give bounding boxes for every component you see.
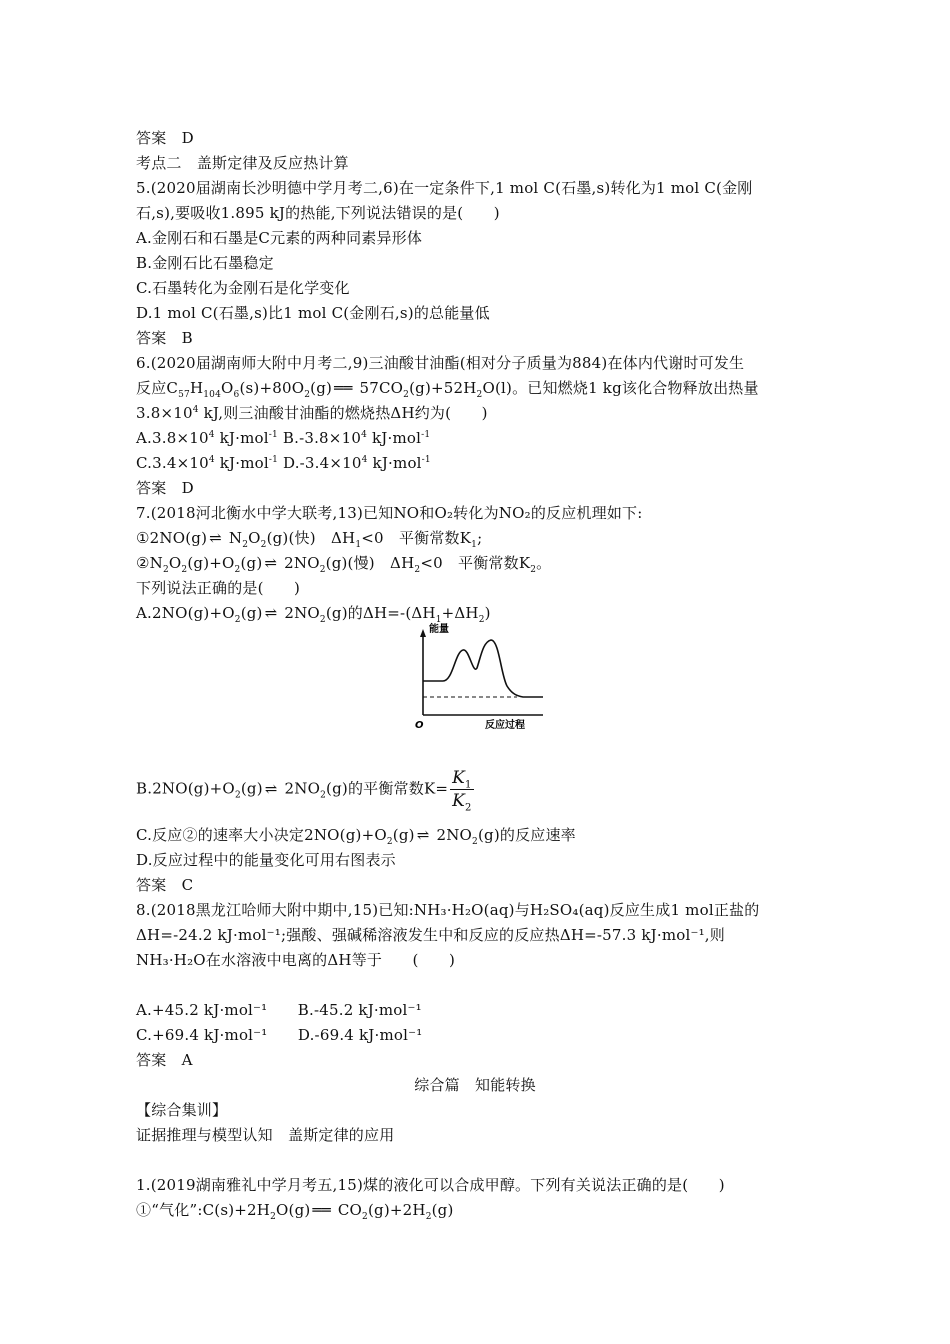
question-5-line-2: 石,s),要吸收1.895 kJ的热能,下列说法错误的是( ) [136,204,500,222]
question-6-line-2: 反应$C_{57}H_{104}O_6(s)+80O_2(g)$ ══ $57CO_2(g)+52H_2O(l)$。已知燃烧1 kg该化合物释放出热量 [136,379,759,400]
training-q1-item-1: ①“气化$”:C(s)+2H_2O(g)$ ══ $CO_2(g)+2H_2(g)$ [136,1201,454,1222]
q7-option-c: C.反应②的速率大小决定$2NO(g)+O_2(g)$ ⇌ $2NO_2(g)$的反应速率 [136,826,576,847]
energy-diagram [413,620,553,730]
q8-options-cd: C.+69.4 kJ·mol⁻¹ D.-69.4 kJ·mol⁻¹ [136,1026,423,1044]
q7-stem: 下列说法正确的是( ) [136,579,301,597]
q5-option-c: C.石墨转化为金刚石是化学变化 [136,279,350,297]
q6-options-cd: $C.3.4\times 10^4$ kJ·mol$^{-1}$ $D.-3.4\times 10^4$ kJ·mol$^{-1}$ [136,454,431,472]
energy-axis-label: 能量 [429,624,449,635]
q5-option-d: D.1 mol C(石墨,s)比1 mol C(金刚石,s)的总能量低 [136,304,490,322]
energy-axis-arrow-icon [420,629,426,637]
question-7-line-1: 7.(2018河北衡水中学大联考,13)已知NO和O₂转化为NO₂的反应机理如下: [136,504,643,522]
training-heading: 【综合集训】 [136,1101,228,1119]
energy-curve [423,640,543,697]
q7-step-1: ①2NO(g) ⇌ $N_2O_2(g)$(快) $\Delta H_1<0$ 平衡常数$K_1$; [136,529,483,550]
answer-4: 答案 D [136,129,194,147]
q7-option-a: $A.2NO(g)+O_2(g)$ ⇌ $2NO_2(g)$的$\Delta H=-(\Delta H_1+\Delta H_2)$ [136,604,491,625]
question-5-line-1: 5.(2020届湖南长沙明德中学月考二,6)在一定条件下,1 mol C(石墨,s)转化为1 mol C(金刚 [136,179,753,197]
answer-7: 答案 C [136,876,194,894]
question-8-line-3: NH₃·H₂O在水溶液中电离的ΔH等于 ( ) [136,951,455,969]
q7-option-d: D.反应过程中的能量变化可用右图表示 [136,851,396,869]
q8-options-ab: A.+45.2 kJ·mol⁻¹ B.-45.2 kJ·mol⁻¹ [136,1001,422,1019]
section-heading-2: 考点二 盖斯定律及反应热计算 [136,154,349,172]
answer-5: 答案 B [136,329,193,347]
training-subheading: 证据推理与模型认知 盖斯定律的应用 [136,1126,395,1144]
q5-option-a: A.金刚石和石墨是C元素的两种同素异形体 [136,229,423,247]
q5-option-b: B.金刚石比石墨稳定 [136,254,274,272]
section-title: 综合篇 知能转换 [414,1076,536,1094]
q7-step-2: $②N_2O_2(g)+O_2(g)$ ⇌ $2NO_2(g)$(慢) $\Delta H_2<0$ 平衡常数$K_2$。 [136,554,552,575]
answer-6: 答案 D [136,479,194,497]
question-6-line-1: 6.(2020届湖南师大附中月考二,9)三油酸甘油酯(相对分子质量为884)在体内代谢时可发生 [136,354,745,372]
answer-8: 答案 A [136,1051,193,1069]
process-axis-label: 反应过程 [485,720,525,730]
question-8-line-2: ΔH=-24.2 kJ·mol⁻¹;强酸、强碱稀溶液发生中和反应的反应热ΔH=-57.3 kJ·mol⁻¹,则 [136,926,725,944]
k-fraction: $\frac{K_1}{K_2}$ [452,768,472,814]
question-6-line-3: $3.8\times 10^4$ kJ,则三油酸甘油酯的燃烧热ΔH约为( ) [136,404,488,422]
q7-option-b: $B.2NO(g)+O_2(g)$ ⇌ $2NO_2(g)$的平衡常数K= $\frac{K_1}{K_2}$ [136,768,472,814]
energy-diagram-svg [413,620,553,730]
training-question-1: 1.(2019湖南雅礼中学月考五,15)煤的液化可以合成甲醇。下列有关说法正确的是( ) [136,1176,725,1194]
question-8-line-1: 8.(2018黑龙江哈师大附中期中,15)已知:NH₃·H₂O(aq)与H₂SO₄(aq)反应生成1 mol正盐的 [136,901,760,919]
q6-options-ab: $A.3.8\times 10^4$ kJ·mol$^{-1}$ $B.-3.8\times 10^4$ kJ·mol$^{-1}$ [136,429,431,447]
origin-label: O [415,720,424,730]
